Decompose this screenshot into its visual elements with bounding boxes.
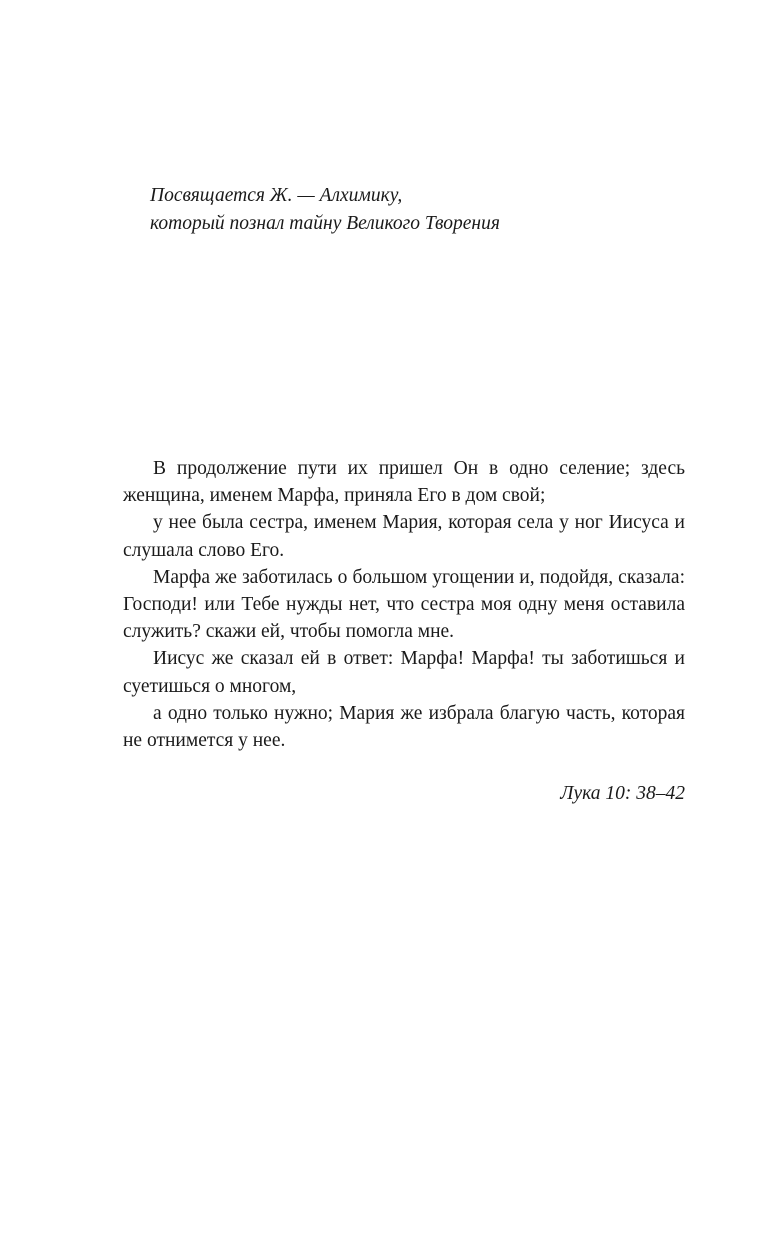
- epigraph: [123, 455, 685, 754]
- epigraph-citation: Лука 10: 38–42: [560, 783, 685, 804]
- epigraph-verse: Марфа же заботилась о большом угощении и, подойдя, сказала: Господи! или Тебе нужды нет, что сестра моя одну меня оставила служить? скажи ей, чтобы помогла мне.: [123, 566, 685, 643]
- epigraph-verse: у нее была сестра, именем Мария, которая села у ног Иисуса и слушала слово Его.: [123, 512, 685, 561]
- epigraph-verse: Иисус же сказал ей в ответ: Марфа! Марфа! ты заботишься и суетишься о многом,: [123, 648, 685, 697]
- epigraph-verse: В продолжение пути их пришел Он в одно селение; здесь женщина, именем Марфа, приняла Его в дом свой;: [123, 458, 685, 507]
- dedication-line: который познал тайну Великого Творения: [150, 213, 500, 234]
- dedication: [150, 182, 710, 238]
- epigraph-verse: а одно только нужно; Мария же избрала благую часть, которая не отнимется у нее.: [123, 702, 685, 752]
- dedication-line: Посвящается Ж. — Алхимику,: [150, 185, 403, 206]
